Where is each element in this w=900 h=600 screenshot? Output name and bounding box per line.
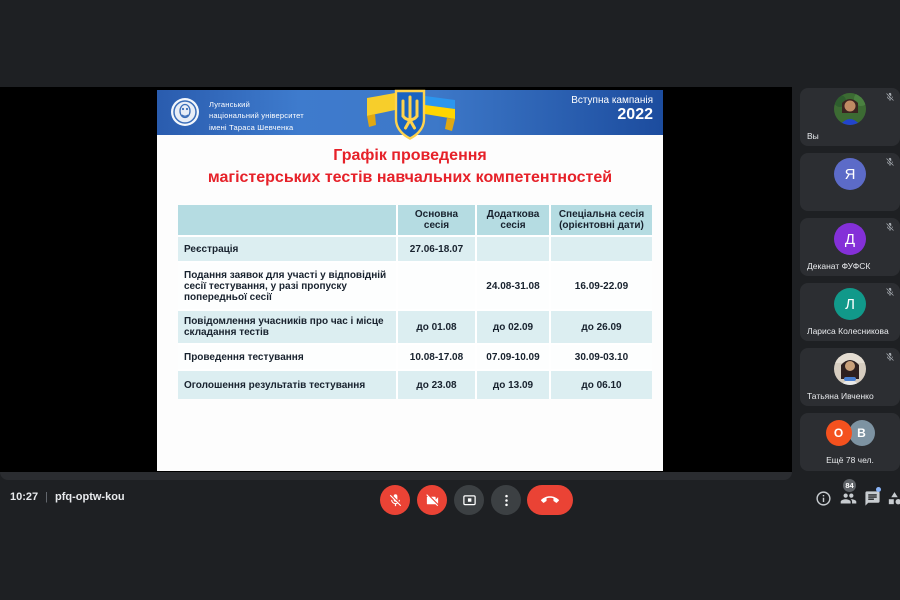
avatar: О (826, 420, 852, 446)
table-header-main-session: Основна сесія (398, 205, 475, 235)
more-participants-label: Ещё 78 чел. (826, 455, 874, 465)
mic-muted-icon (885, 92, 895, 102)
table-cell: до 06.10 (551, 371, 652, 399)
table-cell: 16.09-22.09 (551, 263, 652, 309)
table-row-label: Проведення тестування (178, 345, 396, 369)
mic-toggle-button[interactable] (380, 485, 410, 515)
campaign-block (571, 95, 653, 124)
people-icon (840, 490, 857, 507)
campaign-label: Вступна кампанія (571, 95, 653, 106)
meeting-info (10, 491, 125, 503)
university-name-line3: імені Тараса Шевченка (209, 122, 294, 132)
overflow-avatars (800, 420, 900, 446)
end-call-icon (541, 491, 559, 509)
activities-button[interactable] (886, 490, 900, 507)
mic-muted-icon (885, 222, 895, 232)
meeting-time: 10:27 (10, 491, 39, 503)
more-options-button[interactable] (491, 485, 521, 515)
participant-tile[interactable] (800, 218, 900, 276)
table-row-label: Реєстрація (178, 237, 396, 261)
participant-name: Татьяна Ивченко (807, 391, 874, 401)
chat-icon (864, 490, 881, 507)
participant-name: Деканат ФУФСК (807, 261, 871, 271)
schedule-table (178, 205, 652, 399)
table-cell: 24.08-31.08 (477, 263, 549, 309)
table-header-special-session: Спеціальна сесія (орієнтовні дати) (551, 205, 652, 235)
participant-name: Лариса Колесникова (807, 326, 889, 336)
avatar: Л (834, 288, 866, 320)
camera-toggle-button[interactable] (417, 485, 447, 515)
screen-share-bottom-edge (0, 472, 792, 480)
mic-muted-icon (885, 352, 895, 362)
table-header-empty (178, 205, 396, 235)
chat-button[interactable] (864, 490, 881, 507)
mic-muted-icon (885, 157, 895, 167)
presentation-slide (157, 90, 663, 471)
avatar: В (849, 420, 875, 446)
table-cell: до 13.09 (477, 371, 549, 399)
table-cell (398, 263, 475, 309)
table-header-extra-session: Додаткова сесія (477, 205, 549, 235)
mic-off-icon (388, 493, 403, 508)
table-cell: до 23.08 (398, 371, 475, 399)
mic-muted-icon (885, 287, 895, 297)
participant-tile-overflow[interactable] (800, 413, 900, 471)
avatar (834, 353, 866, 385)
ukraine-trident-icon (355, 89, 465, 147)
table-cell: 30.09-03.10 (551, 345, 652, 369)
university-name-line1: Луганський (209, 100, 250, 109)
slide-title-line2: магістерських тестів навчальних компетентностей (207, 169, 613, 187)
present-button[interactable] (454, 485, 484, 515)
university-name (209, 99, 304, 133)
participant-tile[interactable] (800, 283, 900, 341)
university-logo-icon (170, 97, 200, 127)
table-cell: до 01.08 (398, 311, 475, 343)
participant-tile[interactable] (800, 153, 900, 211)
slide-title (157, 145, 663, 190)
participant-name: Вы (807, 131, 819, 141)
meeting-details-button[interactable] (815, 490, 832, 507)
participant-tile[interactable] (800, 348, 900, 406)
university-name-line2: національний університет (209, 111, 304, 121)
chat-notification-dot (876, 487, 881, 492)
table-cell (477, 237, 549, 261)
participants-count-badge: 84 (843, 479, 856, 492)
camera-off-icon (425, 493, 440, 508)
table-row-label: Оголошення результатів тестування (178, 371, 396, 399)
table-cell: 27.06-18.07 (398, 237, 475, 261)
avatar: Д (834, 223, 866, 255)
more-vertical-icon (499, 493, 514, 508)
slide-title-line1: Графік проведення (333, 147, 487, 164)
campaign-year: 2022 (617, 106, 653, 123)
meeting-code: pfq-optw-kou (55, 491, 125, 503)
table-cell: 10.08-17.08 (398, 345, 475, 369)
table-row-label: Подання заявок для участі у відповідній сесії тестування, у разі пропуску попередньої сесії (178, 263, 396, 309)
activities-icon (886, 490, 900, 507)
participants-button[interactable] (840, 490, 857, 507)
slide-header-band (157, 90, 663, 135)
avatar: Я (834, 158, 866, 190)
info-icon (815, 490, 832, 507)
present-screen-icon (462, 493, 477, 508)
table-row-label: Повідомлення учасників про час і місце складання тестів (178, 311, 396, 343)
table-cell (551, 237, 652, 261)
end-call-button[interactable] (527, 485, 573, 515)
table-cell: до 26.09 (551, 311, 652, 343)
table-cell: до 02.09 (477, 311, 549, 343)
participant-tile-self[interactable] (800, 88, 900, 146)
meeting-info-divider: | (45, 491, 48, 503)
table-cell: 07.09-10.09 (477, 345, 549, 369)
avatar (834, 93, 866, 125)
